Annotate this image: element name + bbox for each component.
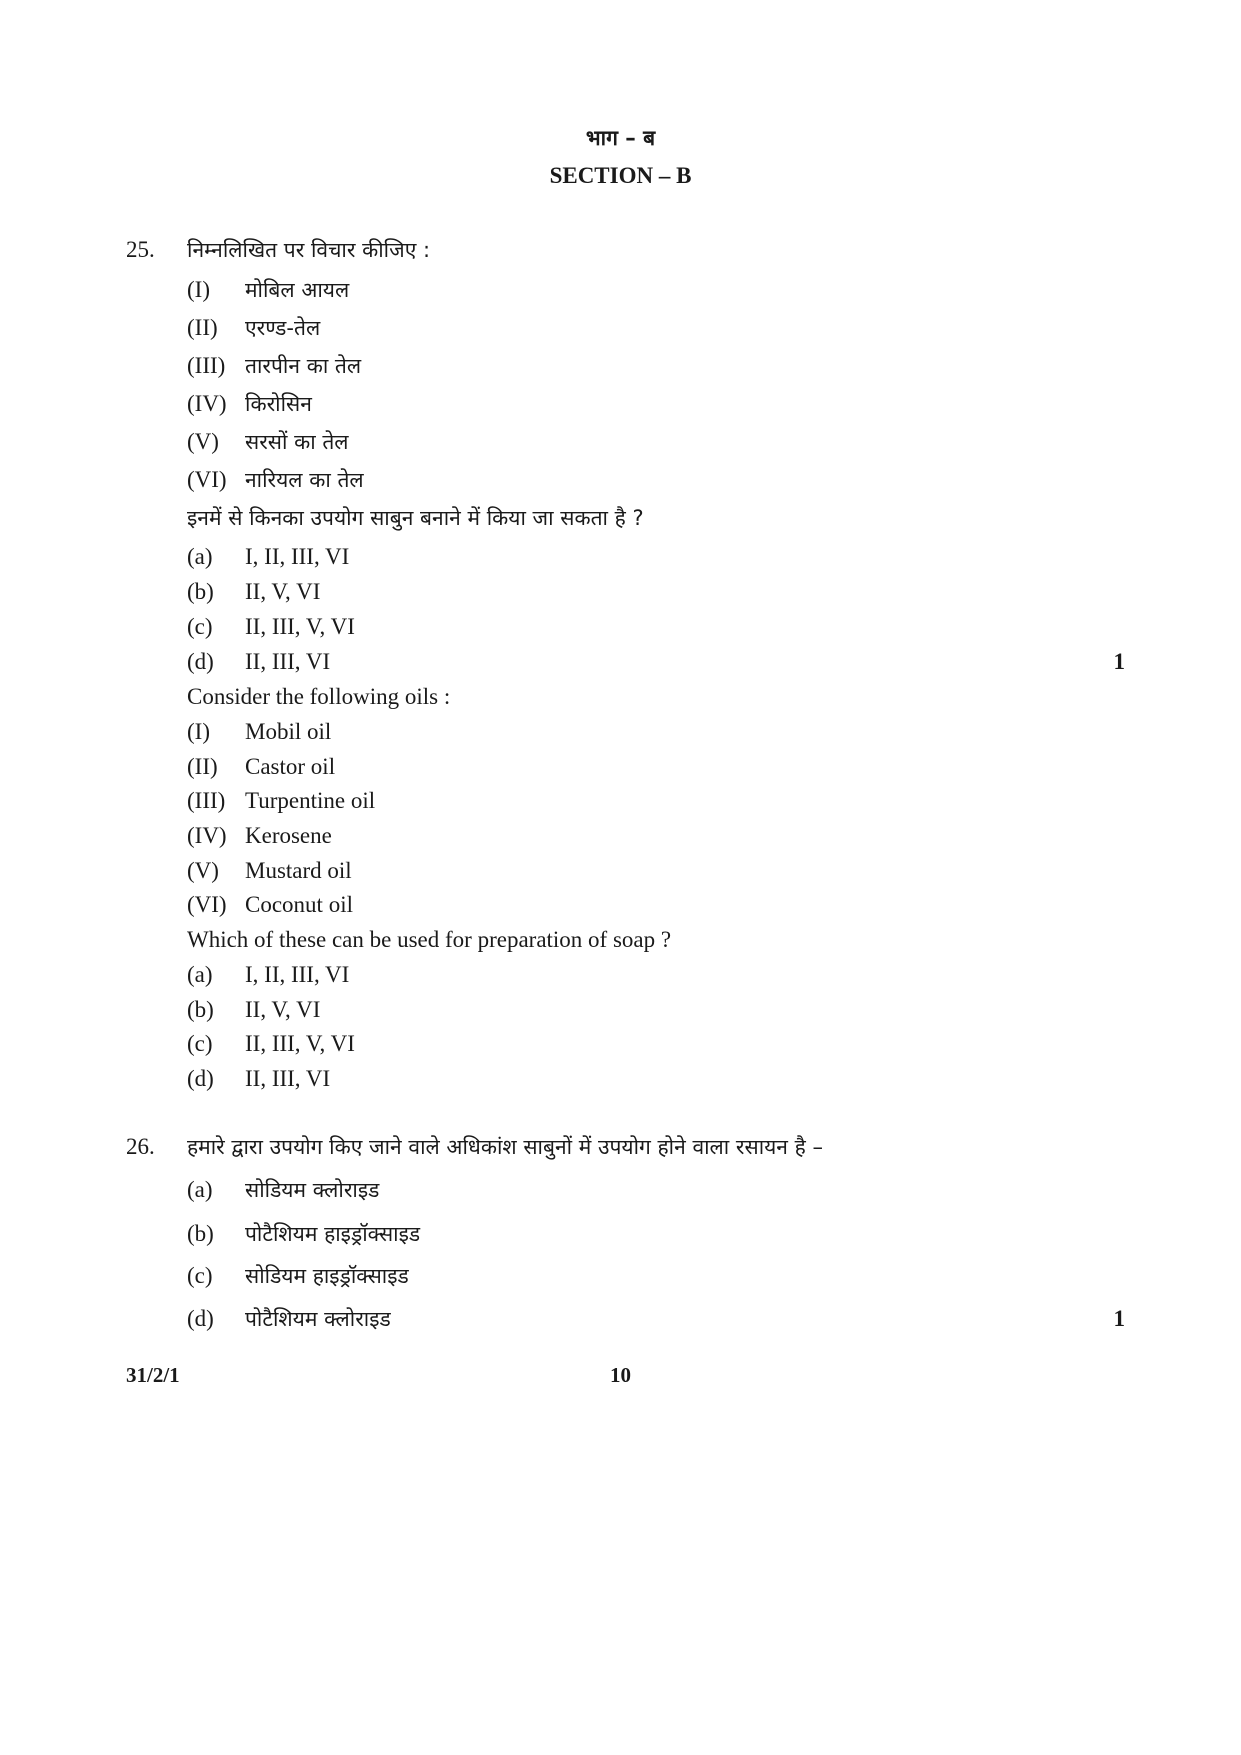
option-c	[187, 1262, 409, 1290]
section-title-english: SECTION – B	[549, 163, 692, 188]
item-label: (IV)	[187, 823, 227, 848]
item-label: (VI)	[187, 467, 227, 492]
option-text: पोटैशियम हाइड्रॉक्साइड	[245, 1222, 421, 1246]
option-text: II, III, VI	[245, 649, 331, 674]
item-label: (III)	[187, 788, 226, 813]
item-label: (I)	[187, 277, 210, 302]
option-label: (d)	[187, 1306, 214, 1331]
list-item	[187, 787, 375, 815]
option-label: (c)	[187, 1263, 213, 1288]
option-b	[187, 1220, 420, 1248]
list-item	[187, 428, 349, 456]
paper-code: 31/2/1	[126, 1363, 180, 1387]
item-label: (III)	[187, 353, 226, 378]
option-label: (b)	[187, 997, 214, 1022]
item-text: तारपीन का तेल	[245, 354, 362, 378]
question-stem-hindi: हमारे द्वारा उपयोग किए जाने वाले अधिकांश साबुनों में उपयोग होने वाला रसायन है –	[187, 1135, 823, 1159]
item-text: Turpentine oil	[245, 788, 376, 813]
item-label: (V)	[187, 429, 219, 454]
option-a	[187, 543, 349, 571]
option-text: II, V, VI	[245, 997, 321, 1022]
marks: 1	[1113, 649, 1125, 674]
item-text: Mustard oil	[245, 858, 352, 883]
item-text: सरसों का तेल	[245, 430, 349, 454]
option-text: II, III, V, VI	[245, 614, 355, 639]
option-text: सोडियम हाइड्रॉक्साइड	[245, 1264, 409, 1288]
question-prompt-hindi: इनमें से किनका उपयोग साबुन बनाने में किया जा सकता है ?	[187, 506, 644, 530]
list-item	[187, 718, 331, 746]
option-d	[187, 1065, 330, 1093]
item-label: (II)	[187, 315, 218, 340]
option-label: (c)	[187, 614, 213, 639]
option-label: (c)	[187, 1031, 213, 1056]
list-item	[187, 276, 349, 304]
item-text: Coconut oil	[245, 892, 353, 917]
option-text: I, II, III, VI	[245, 962, 350, 987]
option-label: (d)	[187, 1066, 214, 1091]
list-item	[187, 466, 364, 494]
option-b	[187, 578, 320, 606]
list-item	[187, 390, 312, 418]
option-text: I, II, III, VI	[245, 544, 350, 569]
option-c	[187, 1030, 355, 1058]
page-number: 10	[610, 1363, 631, 1387]
option-text: II, III, V, VI	[245, 1031, 355, 1056]
option-label: (b)	[187, 1221, 214, 1246]
option-label: (a)	[187, 1177, 213, 1202]
list-item	[187, 314, 320, 342]
option-text: पोटैशियम क्लोराइड	[245, 1307, 391, 1331]
option-text: सोडियम क्लोराइड	[245, 1178, 380, 1202]
option-a	[187, 961, 349, 989]
item-text: मोबिल आयल	[245, 278, 350, 302]
item-label: (II)	[187, 754, 218, 779]
option-label: (a)	[187, 962, 213, 987]
item-label: (I)	[187, 719, 210, 744]
question-stem-english: Consider the following oils :	[187, 684, 451, 709]
option-a	[187, 1176, 379, 1204]
item-label: (V)	[187, 858, 219, 883]
question-prompt-english: Which of these can be used for preparation of soap ?	[187, 927, 672, 952]
option-b	[187, 996, 320, 1024]
item-text: नारियल का तेल	[245, 468, 364, 492]
option-label: (b)	[187, 579, 214, 604]
option-d	[187, 1305, 391, 1333]
option-label: (a)	[187, 544, 213, 569]
item-text: Mobil oil	[245, 719, 332, 744]
item-text: Castor oil	[245, 754, 336, 779]
item-text: किरोसिन	[245, 392, 312, 416]
option-text: II, III, VI	[245, 1066, 331, 1091]
list-item	[187, 891, 353, 919]
list-item	[187, 753, 335, 781]
marks: 1	[1113, 1306, 1125, 1331]
list-item	[187, 857, 352, 885]
option-c	[187, 613, 355, 641]
question-stem-hindi: निम्नलिखित पर विचार कीजिए :	[187, 238, 431, 262]
option-d	[187, 648, 330, 676]
question-number: 25.	[126, 237, 155, 262]
item-label: (IV)	[187, 391, 227, 416]
item-label: (VI)	[187, 892, 227, 917]
item-text: एरण्ड-तेल	[245, 316, 321, 340]
option-text: II, V, VI	[245, 579, 321, 604]
question-number: 26.	[126, 1134, 155, 1159]
option-label: (d)	[187, 649, 214, 674]
section-title-hindi: भाग – ब	[585, 126, 656, 150]
item-text: Kerosene	[245, 823, 332, 848]
list-item	[187, 822, 332, 850]
list-item	[187, 352, 361, 380]
